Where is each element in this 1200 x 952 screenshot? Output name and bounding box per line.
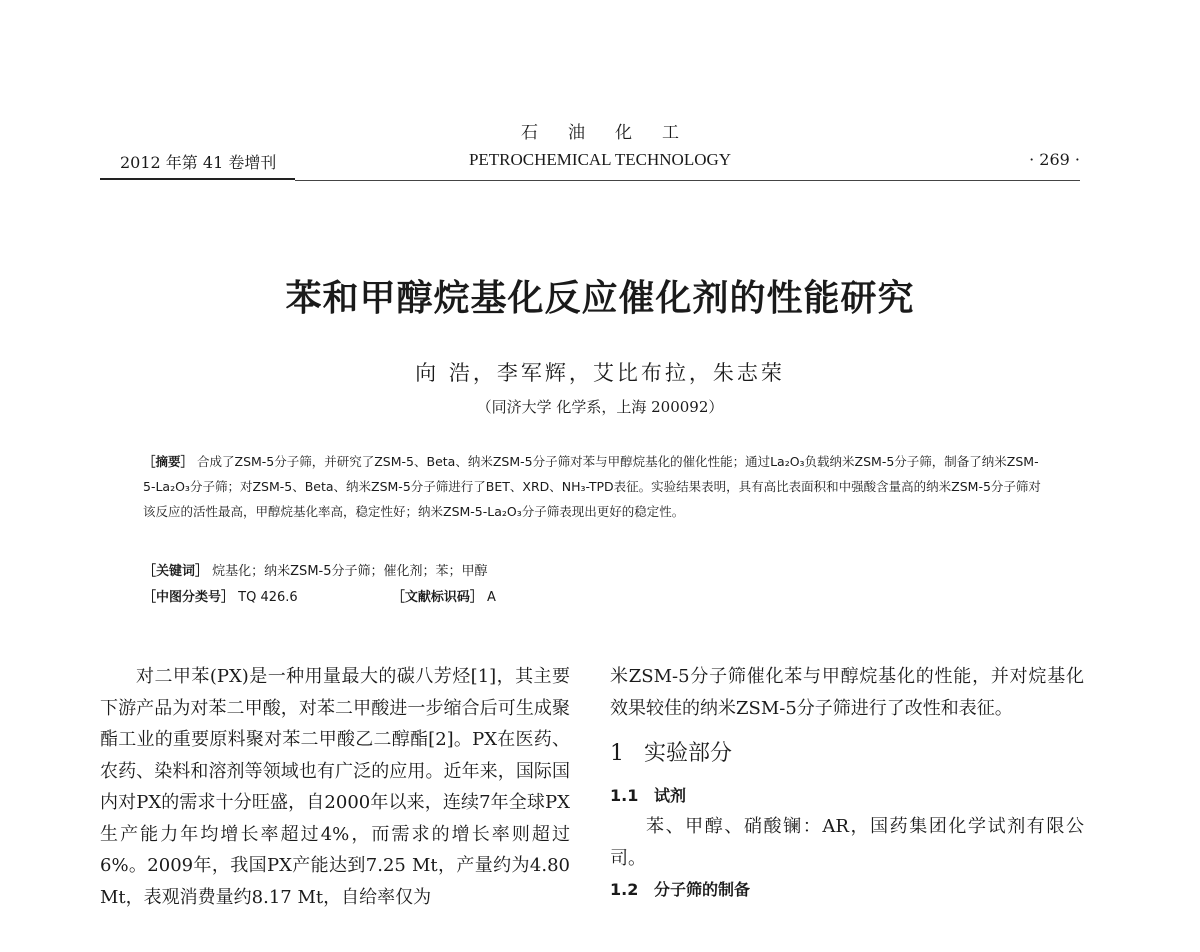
section-number: 1 [610, 741, 624, 766]
clc-value: TQ 426.6 [238, 590, 298, 605]
affiliation: （同济大学 化学系，上海 200092） [476, 398, 724, 416]
doc-code-label: ［文献标识码］ [391, 590, 483, 605]
body-right-column [610, 661, 1084, 906]
intro-continuation: 米ZSM-5分子筛催化苯与甲醇烷基化的性能，并对烷基化效果较佳的纳米ZSM-5分子筛进行了改性和表征。 [610, 666, 1084, 719]
author-list: 向 浩，李军辉，艾比布拉，朱志荣 [415, 361, 785, 385]
abstract-text: 合成了ZSM-5分子筛，并研究了ZSM-5、Beta、纳米ZSM-5分子筛对苯与甲醇烷基化的催化性能；通过La₂O₃负载纳米ZSM-5分子筛，制备了纳米ZSM-5-La₂O₃分子筛；对ZSM-5、Beta、纳米ZSM-5分子筛进行了BET、XRD、NH₃-TPD表征。实验结果表明，具有高比表面积和中强酸含量高的纳米ZSM-5分子筛对该反应的活性最高，甲醇烷基化率高，稳定性好；纳米ZSM-5-La₂O₃分子筛表现出更好的稳定性。 [143, 454, 1041, 519]
clc-label: ［中图分类号］ [143, 590, 235, 605]
subsection-title: 分子筛的制备 [654, 880, 751, 899]
header-rule-thin [295, 180, 1080, 181]
subsection-heading-1-1 [610, 780, 1084, 812]
body-left-column [100, 661, 570, 913]
volume-info: 2012 年第 41 卷增刊 [120, 153, 277, 172]
section-title: 实验部分 [644, 741, 733, 766]
subsection-heading-1-2 [610, 874, 1084, 906]
article-title: 苯和甲醇烷基化反应催化剂的性能研究 [285, 278, 915, 319]
subsection-title: 试剂 [654, 785, 687, 805]
section-heading-1 [610, 738, 1084, 770]
header-rule-thick [100, 178, 295, 180]
abstract-block [143, 449, 1048, 524]
abstract-label: ［摘要］ [143, 454, 194, 469]
reagents-paragraph: 苯、甲醇、硝酸镧：AR，国药集团化学试剂有限公司。 [610, 816, 1084, 869]
keywords-text: 烷基化；纳米ZSM-5分子筛；催化剂；苯；甲醇 [212, 564, 488, 579]
keywords-line [143, 560, 488, 579]
intro-paragraph: 对二甲苯(PX)是一种用量最大的碳八芳烃[1]，其主要下游产品为对苯二甲酸，对苯二甲酸进一步缩合后可生成聚酯工业的重要原料聚对苯二甲酸乙二醇酯[2]。PX在医药、农药、染料和溶剂等领域也有广泛的应用。近年来，国际国内对PX的需求十分旺盛，自2000年以来，连续7年全球PX生产能力年均增长率超过4%，而需求的增长率则超过6%。2009年，我国PX产能达到7.25 Mt，产量约为4.80 Mt，表观消费量约8.17 Mt，自给率仅为 [100, 666, 570, 908]
subsection-number: 1.1 [610, 785, 639, 805]
page-number: · 269 · [1029, 150, 1080, 169]
journal-name-cn: 石油化工 [521, 123, 709, 143]
doc-code-value: A [486, 590, 496, 605]
subsection-number: 1.2 [610, 880, 639, 899]
classification-line [143, 586, 496, 605]
journal-name-en: PETROCHEMICAL TECHNOLOGY [468, 150, 732, 169]
keywords-label: ［关键词］ [143, 564, 209, 579]
